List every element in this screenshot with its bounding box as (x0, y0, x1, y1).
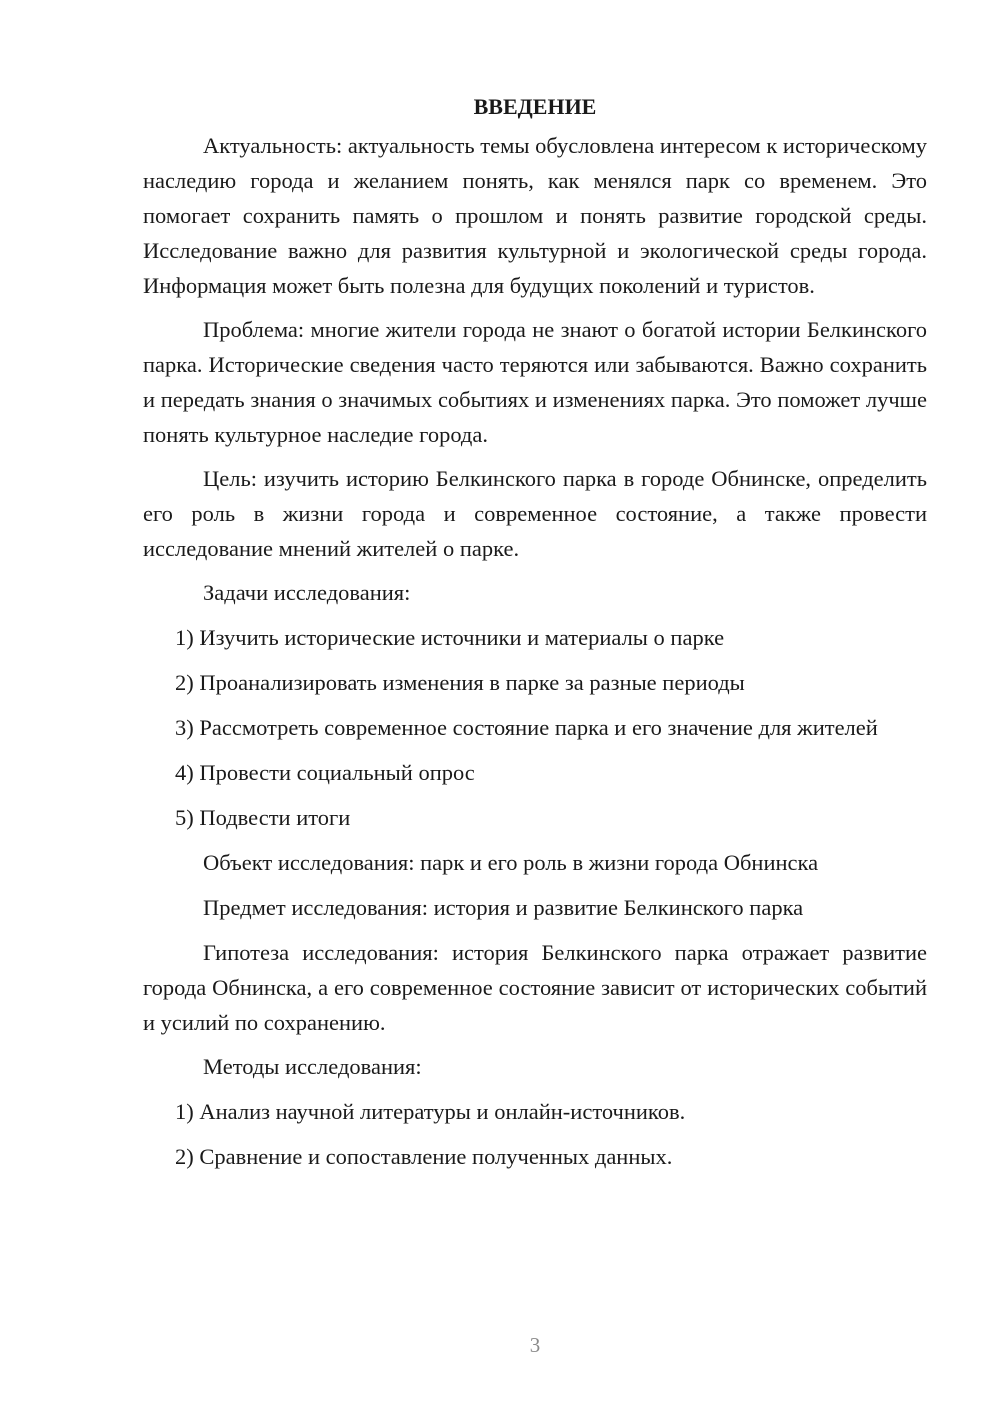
task-item: 3) Рассмотреть современное состояние парка и его значение для жителей (175, 715, 878, 740)
tasks-list (143, 620, 927, 835)
methods-list (143, 1094, 927, 1174)
section-heading: ВВЕДЕНИЕ (473, 94, 597, 119)
method-item: 1) Анализ научной литературы и онлайн-источников. (175, 1099, 686, 1124)
tasks-heading: Задачи исследования: (203, 580, 411, 605)
relevance-paragraph: Актуальность: актуальность темы обусловлена интересом к историческому наследию города и желанием понять, как менялся парк со временем. Это помогает сохранить память о прошлом и понять развитие городской среды. Исследование важно для развития культурной и экологической среды города. Информация может быть полезна для будущих поколений и туристов. (143, 133, 927, 298)
document-page (143, 92, 927, 1184)
research-subject: Предмет исследования: история и развитие Белкинского парка (203, 895, 804, 920)
task-item: 1) Изучить исторические источники и материалы о парке (175, 625, 725, 650)
goal-paragraph: Цель: изучить историю Белкинского парка в городе Обнинске, определить его роль в жизни города и современное состояние, а также провести исследование мнений жителей о парке. (143, 466, 927, 561)
method-item: 2) Сравнение и сопоставление полученных данных. (175, 1144, 673, 1169)
research-object: Объект исследования: парк и его роль в жизни города Обнинска (203, 850, 819, 875)
task-item: 2) Проанализировать изменения в парке за разные периоды (175, 670, 745, 695)
hypothesis-paragraph: Гипотеза исследования: история Белкинского парка отражает развитие города Обнинска, а его современное состояние зависит от исторических событий и усилий по сохранению. (143, 940, 927, 1035)
methods-heading: Методы исследования: (203, 1054, 422, 1079)
task-item: 4) Провести социальный опрос (175, 760, 475, 785)
page-number: 3 (529, 1333, 541, 1357)
problem-paragraph: Проблема: многие жители города не знают о богатой истории Белкинского парка. Исторические сведения часто теряются или забываются. Важно сохранить и передать знания о значимых событиях и изменениях парка. Это поможет лучше понять культурное наследие города. (143, 317, 927, 447)
task-item: 5) Подвести итоги (175, 805, 351, 830)
